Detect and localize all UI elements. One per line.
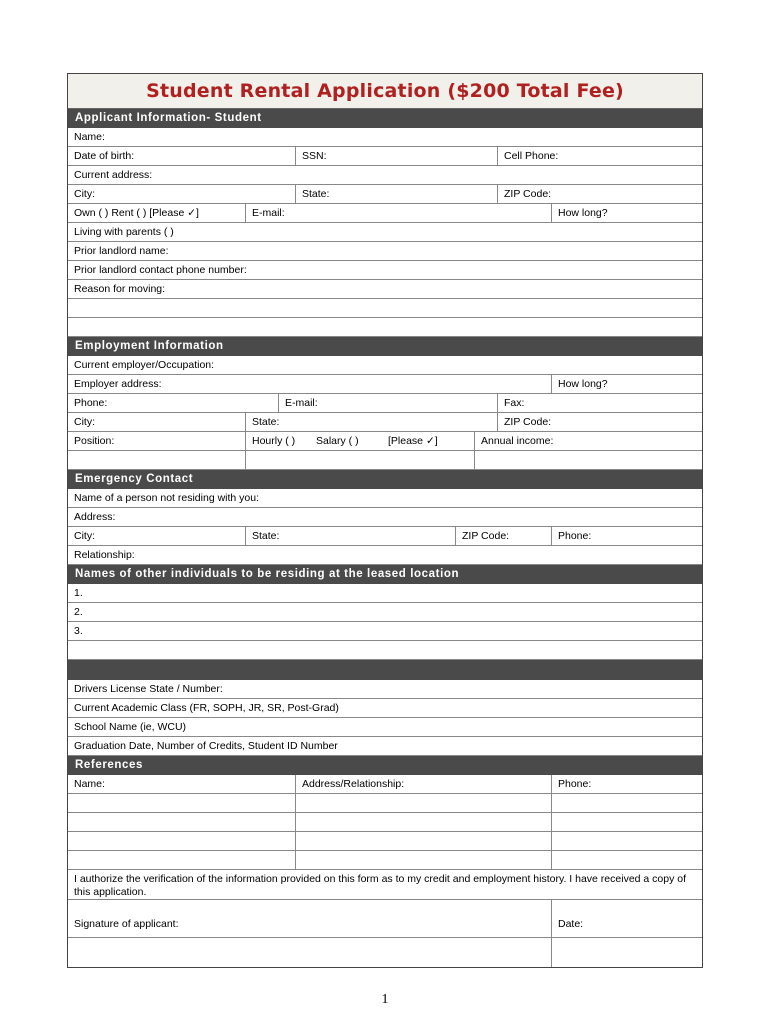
employment-annual-income-field[interactable]: Annual income: <box>481 435 554 447</box>
employment-phone-row <box>68 394 702 413</box>
applicant-prior-landlord-field[interactable]: Prior landlord name: <box>74 245 169 257</box>
reference-3-address[interactable] <box>296 832 552 850</box>
employment-blank-cell-1[interactable] <box>68 451 246 469</box>
table-row <box>68 794 702 813</box>
reference-2-name[interactable] <box>68 813 296 831</box>
applicant-own-rent-field[interactable]: Own ( ) Rent ( ) [Please ✓] <box>68 204 246 222</box>
applicant-blank-row <box>68 299 702 318</box>
section-header-applicant: Applicant Information- Student <box>68 109 702 128</box>
section-header-employment: Employment Information <box>68 337 702 356</box>
other-resident-blank-row <box>68 641 702 660</box>
date-label: Date: <box>558 918 584 930</box>
other-resident-row <box>68 584 702 603</box>
employment-city-row <box>68 413 702 432</box>
signature-field[interactable] <box>68 938 552 967</box>
references-address-label: Address/Relationship: <box>296 775 552 793</box>
rental-application-form <box>67 73 703 968</box>
page-number: 1 <box>381 992 389 1007</box>
employment-email-field[interactable]: E-mail: <box>279 394 498 412</box>
date-field[interactable] <box>552 938 702 967</box>
employment-address-field[interactable]: Employer address: <box>68 375 552 393</box>
emergency-address-field[interactable]: Address: <box>74 511 116 523</box>
references-phone-label: Phone: <box>558 778 592 790</box>
employment-phone-field[interactable]: Phone: <box>68 394 279 412</box>
emergency-name-row <box>68 489 702 508</box>
emergency-state-field[interactable]: State: <box>246 527 456 545</box>
employment-hourly-option[interactable]: Hourly ( ) <box>252 435 296 447</box>
applicant-blank-line-2[interactable] <box>68 318 702 336</box>
reference-3-name[interactable] <box>68 832 296 850</box>
emergency-address-row <box>68 508 702 527</box>
emergency-zip-field[interactable]: ZIP Code: <box>456 527 552 545</box>
reference-4-address[interactable] <box>296 851 552 869</box>
other-resident-1-field[interactable]: 1. <box>74 587 83 599</box>
student-school-name-field[interactable]: School Name (ie, WCU) <box>74 721 187 733</box>
applicant-address-row <box>68 166 702 185</box>
references-header-row <box>68 775 702 794</box>
employment-blank-cell-2[interactable] <box>246 451 475 469</box>
table-row <box>68 851 702 870</box>
applicant-own-rent-row <box>68 204 702 223</box>
applicant-zip-field[interactable]: ZIP Code: <box>504 188 552 200</box>
employment-zip-field[interactable]: ZIP Code: <box>504 416 552 428</box>
reference-1-name[interactable] <box>68 794 296 812</box>
signature-input-row <box>68 938 702 967</box>
applicant-blank-row-2 <box>68 318 702 337</box>
section-header-student-info <box>68 660 702 680</box>
other-resident-3-field[interactable]: 3. <box>74 625 83 637</box>
emergency-relationship-row <box>68 546 702 565</box>
reference-4-phone[interactable] <box>552 851 702 869</box>
section-header-other-residents: Names of other individuals to be residing at the leased location <box>68 565 702 584</box>
applicant-email-field[interactable]: E-mail: <box>246 204 552 222</box>
employment-pay-type-field <box>246 432 475 450</box>
student-class-row <box>68 699 702 718</box>
applicant-address-field[interactable]: Current address: <box>74 169 153 181</box>
applicant-landlord-phone-row <box>68 261 702 280</box>
applicant-city-row <box>68 185 702 204</box>
applicant-city-field[interactable]: City: <box>68 185 296 203</box>
form-title-bar <box>68 74 702 109</box>
employment-please-check: [Please ✓] <box>388 435 438 447</box>
reference-3-phone[interactable] <box>552 832 702 850</box>
other-resident-row <box>68 603 702 622</box>
other-resident-2-field[interactable]: 2. <box>74 606 83 618</box>
applicant-how-long-field[interactable]: How long? <box>558 207 608 219</box>
applicant-state-field[interactable]: State: <box>296 185 498 203</box>
applicant-living-parents-field[interactable]: Living with parents ( ) <box>74 226 174 238</box>
employment-how-long-field[interactable]: How long? <box>558 378 608 390</box>
employment-employer-row <box>68 356 702 375</box>
other-resident-blank-line[interactable] <box>68 641 702 659</box>
employment-blank-cell-3[interactable] <box>475 451 702 469</box>
reference-1-phone[interactable] <box>552 794 702 812</box>
references-name-label: Name: <box>68 775 296 793</box>
applicant-dob-row <box>68 147 702 166</box>
applicant-prior-landlord-row <box>68 242 702 261</box>
applicant-landlord-phone-field[interactable]: Prior landlord contact phone number: <box>74 264 247 276</box>
applicant-ssn-field[interactable]: SSN: <box>296 147 498 165</box>
emergency-city-row <box>68 527 702 546</box>
reference-2-phone[interactable] <box>552 813 702 831</box>
other-resident-row <box>68 622 702 641</box>
signature-row <box>68 900 702 938</box>
employment-fax-field[interactable]: Fax: <box>504 397 525 409</box>
student-graduation-field[interactable]: Graduation Date, Number of Credits, Student ID Number <box>74 740 338 752</box>
emergency-city-field[interactable]: City: <box>68 527 246 545</box>
applicant-name-row <box>68 128 702 147</box>
employment-address-row <box>68 375 702 394</box>
reference-2-address[interactable] <box>296 813 552 831</box>
applicant-name-field[interactable]: Name: <box>74 131 105 143</box>
table-row <box>68 813 702 832</box>
employment-position-field[interactable]: Position: <box>68 432 246 450</box>
student-graduation-row <box>68 737 702 756</box>
reference-1-address[interactable] <box>296 794 552 812</box>
employment-salary-option[interactable]: Salary ( ) <box>316 435 359 447</box>
authorization-statement: I authorize the verification of the information provided on this form as to my credit and employment history. I have received a copy of this application. <box>74 873 687 898</box>
applicant-reason-row <box>68 280 702 299</box>
emergency-phone-field[interactable]: Phone: <box>558 530 592 542</box>
emergency-name-field[interactable]: Name of a person not residing with you: <box>74 492 260 504</box>
section-header-emergency: Emergency Contact <box>68 470 702 489</box>
employment-state-field[interactable]: State: <box>246 413 498 431</box>
emergency-relationship-field[interactable]: Relationship: <box>74 549 135 561</box>
reference-4-name[interactable] <box>68 851 296 869</box>
applicant-reason-field[interactable]: Reason for moving: <box>74 283 166 295</box>
signature-label: Signature of applicant: <box>68 900 552 937</box>
student-drivers-license-field[interactable]: Drivers License State / Number: <box>74 683 223 695</box>
section-header-references: References <box>68 756 702 775</box>
employment-position-row <box>68 432 702 451</box>
student-academic-class-field[interactable]: Current Academic Class (FR, SOPH, JR, SR, Post-Grad) <box>74 702 339 714</box>
form-title: Student Rental Application ($200 Total Fee) <box>146 80 624 102</box>
table-row <box>68 832 702 851</box>
authorization-row <box>68 870 702 900</box>
employment-employer-field[interactable]: Current employer/Occupation: <box>74 359 215 371</box>
applicant-parents-row <box>68 223 702 242</box>
student-school-row <box>68 718 702 737</box>
applicant-blank-line[interactable] <box>68 299 702 317</box>
applicant-cell-phone-field[interactable]: Cell Phone: <box>504 150 559 162</box>
student-license-row <box>68 680 702 699</box>
employment-blank-row <box>68 451 702 470</box>
employment-city-field[interactable]: City: <box>68 413 246 431</box>
applicant-dob-field[interactable]: Date of birth: <box>68 147 296 165</box>
